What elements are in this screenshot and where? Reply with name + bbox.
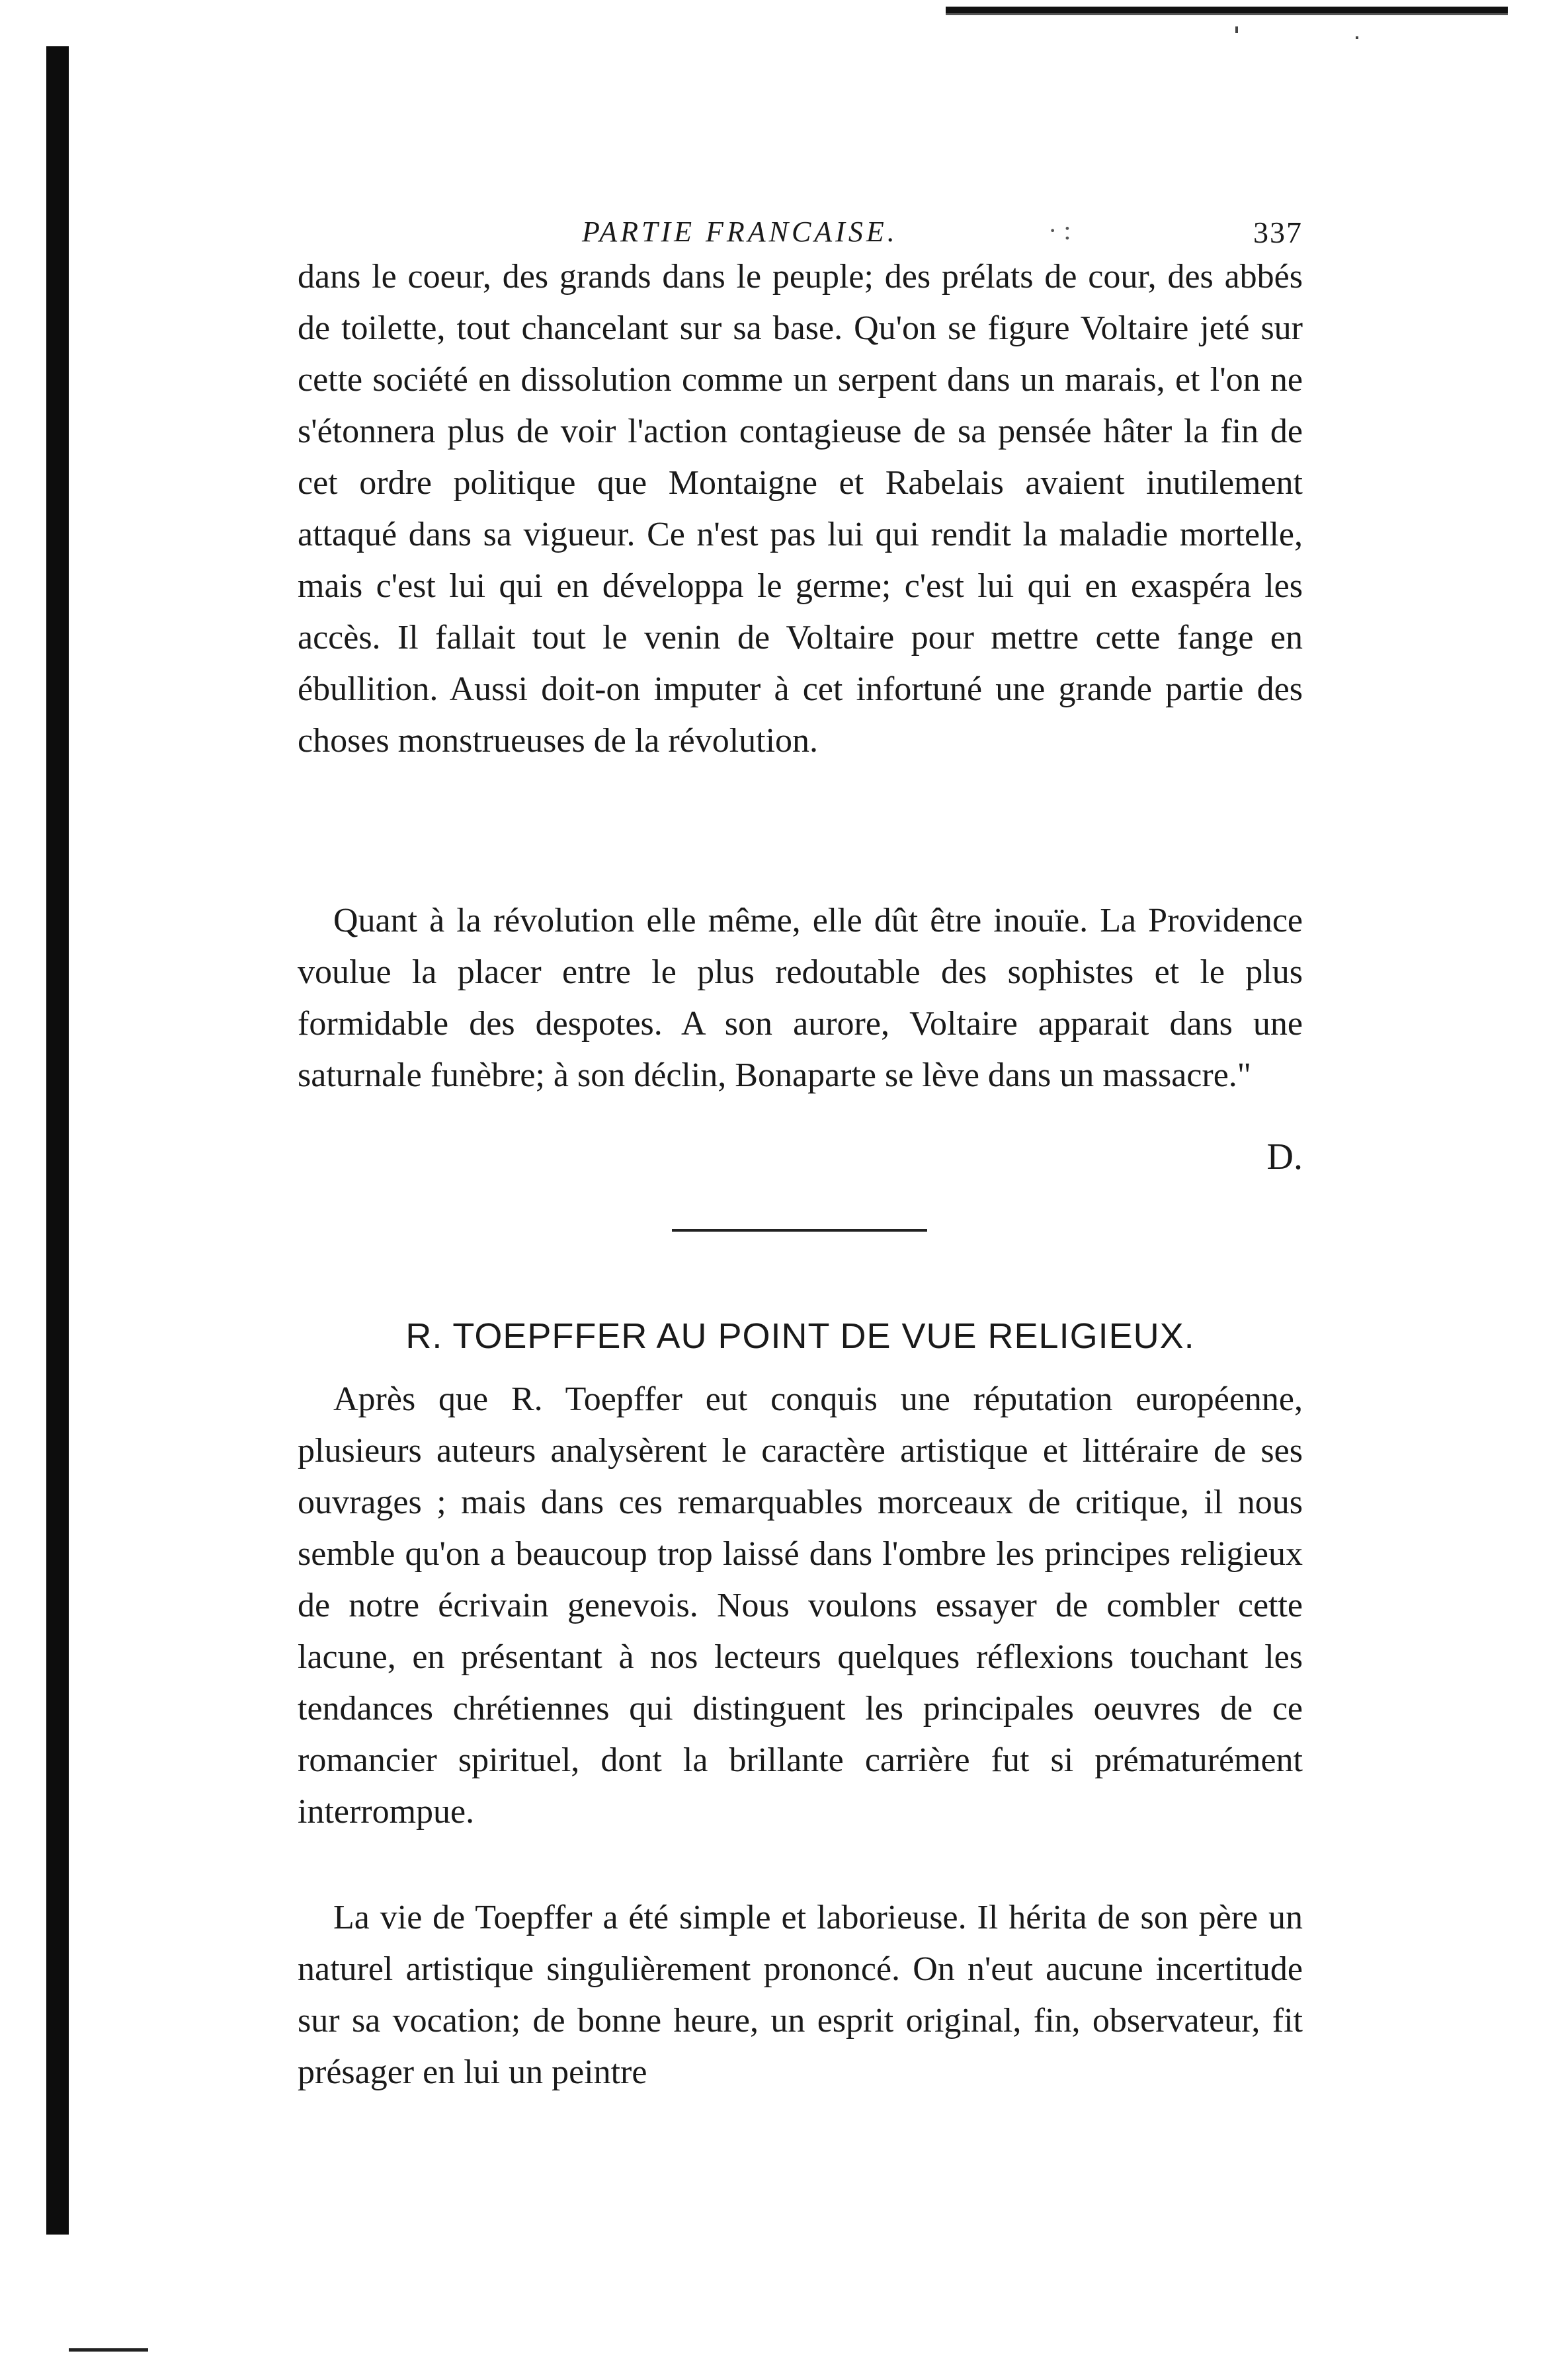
section-title: R. TOEPFFER AU POINT DE VUE RELIGIEUX. — [405, 1316, 1195, 1356]
scan-speck — [1235, 26, 1238, 33]
section-separator — [672, 1229, 927, 1232]
page-number: 337 — [1253, 216, 1303, 249]
scan-speck — [1356, 36, 1358, 39]
author-signature: D. — [1266, 1136, 1303, 1177]
paragraph-revolution: Quant à la révolution elle même, elle dût être inouïe. La Providence voulue la placer entre le plus redoutable des sophistes et le plus formidable des despotes. A son aurore, Voltaire apparait dans une saturnale funèbre; à son déclin, Bonaparte se lève dans un massacre." — [298, 902, 1303, 1094]
paragraph-continued: dans le coeur, des grands dans le peuple; des prélats de cour, des abbés de toilette, tout chancelant sur sa base. Qu'on se figure Voltaire jeté sur cette société en dissolution comme un serpent dans un marais, et l'on ne s'étonnera plus de voir l'action contagieuse de sa pensée hâter la fin de cet ordre politique que Montaigne et Rabelais avaient inutilement attaqué dans sa vigueur. Ce n'est pas lui qui rendit la maladie mortelle, mais c'est lui qui en développa le germe; c'est lui qui en exaspéra les accès. Il fallait tout le venin de Voltaire pour mettre cette fange en ébullition. Aussi doit-on imputer à cet infortuné une grande partie des choses monstrueuses de la révolution. — [298, 258, 1303, 760]
running-head: PARTIE FRANCAISE. — [582, 216, 898, 248]
header-dots: · : — [1048, 216, 1071, 245]
top-edge-rule-shadow — [946, 13, 1508, 15]
binding-shadow — [46, 46, 69, 2235]
paragraph-intro: Après que R. Toepffer eut conquis une réputation européenne, plusieurs auteurs analysèrent le caractère artistique et littéraire de ses ouvrages ; mais dans ces remarquables morceaux de critique, il nous semble qu'on a beaucoup trop laissé dans l'ombre les principes religieux de notre écrivain genevois. Nous voulons essayer de combler cette lacune, en présentant à nos lecteurs quelques réflexions touchant les tendances chrétiennes qui distinguent les principales oeuvres de ce romancier spirituel, dont la brillante carrière fut si prématurément interrompue. — [298, 1380, 1303, 1831]
top-edge-rule — [946, 7, 1508, 13]
binding-shadow-foot — [69, 2348, 148, 2352]
paragraph-biography: La vie de Toepffer a été simple et laborieuse. Il hérita de son père un naturel artistique singulièrement prononcé. On n'eut aucune incertitude sur sa vocation; de bonne heure, un esprit original, fin, observateur, fit présager en lui un peintre — [298, 1899, 1303, 2091]
